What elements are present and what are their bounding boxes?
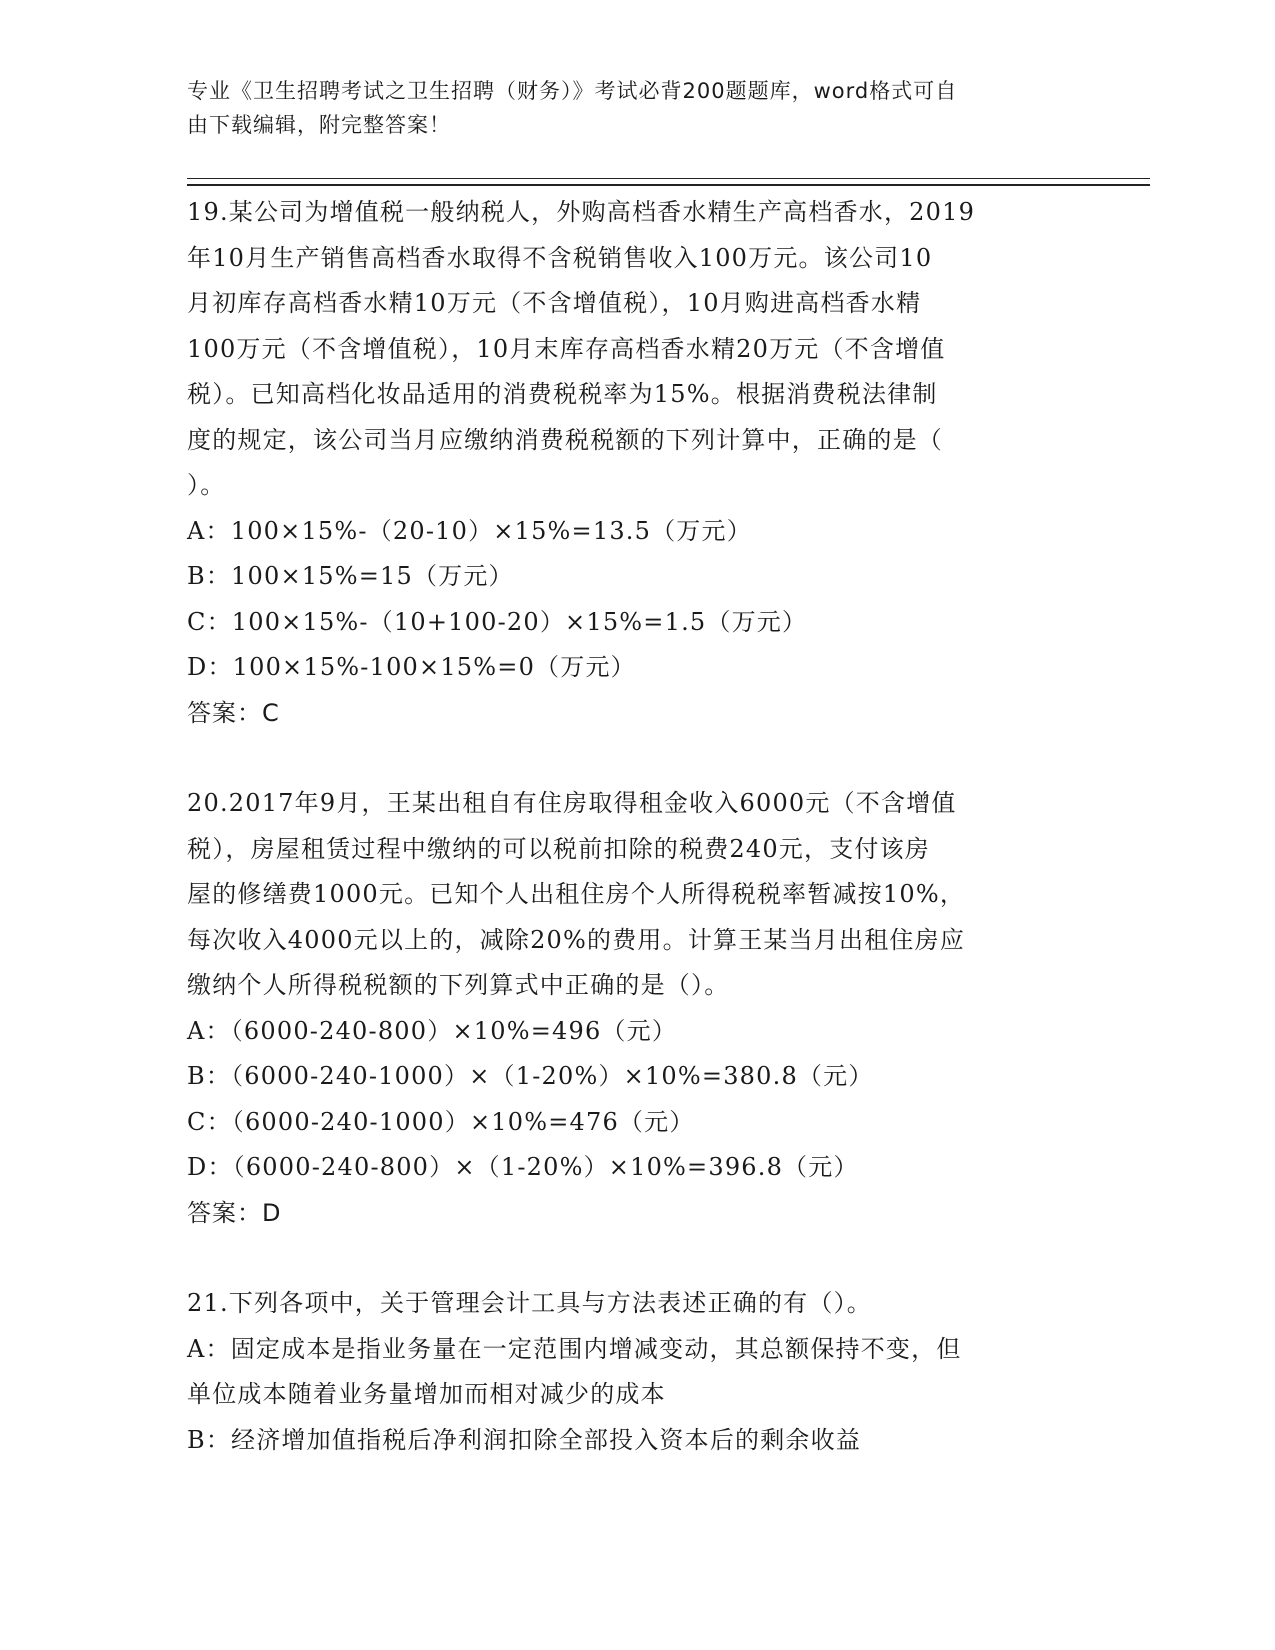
option-d: D：100×15%-100×15%=0（万元） — [187, 653, 636, 681]
question-text-line: 缴纳个人所得税税额的下列算式中正确的是（）。 — [187, 971, 730, 999]
question-19 — [187, 190, 1067, 736]
header-line-1: 专业《卫生招聘考试之卫生招聘（财务）》考试必背200题题库，word格式可自 — [187, 79, 958, 103]
question-text-line: 每次收入4000元以上的，减除20%的费用。计算王某当月出租住房应 — [187, 925, 966, 954]
question-list — [187, 190, 1067, 1463]
answer-label: 答案：C — [187, 698, 280, 727]
header-divider-thick — [187, 184, 1150, 186]
document-header — [187, 74, 1067, 142]
question-text-line: ）。 — [187, 471, 226, 499]
question-20 — [187, 781, 1067, 1236]
option-a: A：100×15%-（20-10）×15%=13.5（万元） — [187, 516, 752, 545]
question-text-line: 屋的修缮费1000元。已知个人出租住房个人所得税税率暂减按10%， — [187, 880, 966, 908]
question-text-line: 税），房屋租赁过程中缴纳的可以税前扣除的税费240元，支付该房 — [187, 834, 931, 863]
question-text-line: 20.2017年9月，王某出租自有住房取得租金收入6000元（不含增值 — [187, 789, 957, 817]
option-b: B：（6000-240-1000）×（1-20%）×10%=380.8（元） — [187, 1062, 874, 1090]
option-b: B：经济增加值指税后净利润扣除全部投入资本后的剩余收益 — [187, 1425, 862, 1454]
question-text-line: 21.下列各项中，关于管理会计工具与方法表述正确的有（）。 — [187, 1289, 872, 1317]
question-text-line: 年10月生产销售高档香水取得不含税销售收入100万元。该公司10 — [187, 243, 933, 272]
question-spacer — [187, 736, 1067, 781]
question-spacer — [187, 1236, 1067, 1281]
option-a-continued: 单位成本随着业务量增加而相对减少的成本 — [187, 1380, 666, 1408]
option-b: B：100×15%=15（万元） — [187, 562, 514, 590]
option-d: D：（6000-240-800）×（1-20%）×10%=396.8（元） — [187, 1153, 859, 1181]
header-line-2: 由下载编辑，附完整答案！ — [187, 113, 451, 137]
question-text-line: 月初库存高档香水精10万元（不含增值税），10月购进高档香水精 — [187, 289, 922, 317]
header-divider-thin — [187, 178, 1150, 179]
question-text-line: 19.某公司为增值税一般纳税人，外购高档香水精生产高档香水，2019 — [187, 198, 976, 226]
question-text-line: 度的规定，该公司当月应缴纳消费税税额的下列计算中，正确的是（ — [187, 425, 943, 454]
question-text-line: 100万元（不含增值税），10月末库存高档香水精20万元（不含增值 — [187, 334, 946, 363]
option-c: C：（6000-240-1000）×10%=476（元） — [187, 1107, 695, 1136]
option-a: A：固定成本是指业务量在一定范围内增减变动，其总额保持不变，但 — [187, 1334, 962, 1363]
option-a: A：（6000-240-800）×10%=496（元） — [187, 1016, 678, 1045]
option-c: C：100×15%-（10+100-20）×15%=1.5（万元） — [187, 607, 808, 636]
question-text-line: 税）。已知高档化妆品适用的消费税税率为15%。根据消费税法律制 — [187, 380, 938, 408]
question-21 — [187, 1281, 1067, 1463]
answer-label: 答案：D — [187, 1198, 282, 1227]
